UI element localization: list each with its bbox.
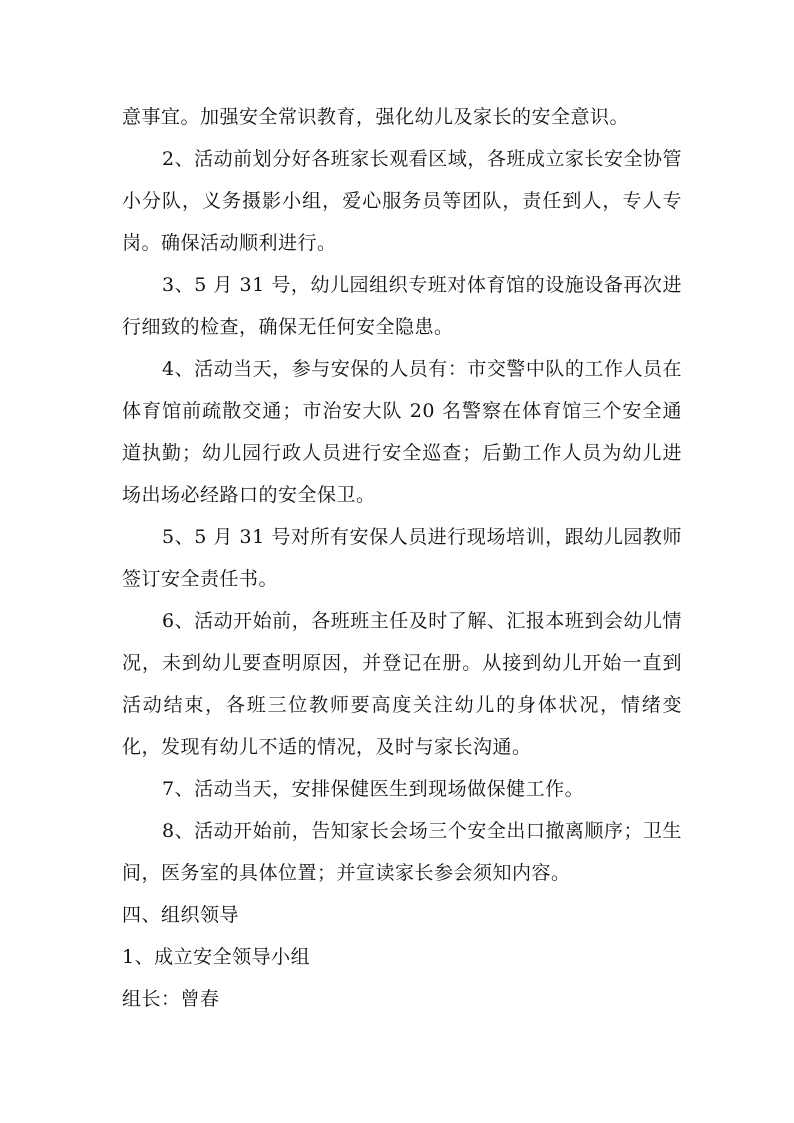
- document-body: [122, 96, 682, 1020]
- paragraph-item-6: 6、活动开始前，各班班主任及时了解、汇报本班到会幼儿情况，未到幼儿要查明原因，并登记在册。从接到幼儿开始一直到活动结束，各班三位教师要高度关注幼儿的身体状况，情绪变化，发现有幼儿不适的情况，及时与家长沟通。: [122, 610, 682, 758]
- subsection-heading: 1、成立安全领导小组: [122, 946, 311, 968]
- team-leader-line: 组长：曾春: [122, 988, 220, 1010]
- paragraph-item-5: 5、5 月 31 号对所有安保人员进行现场培训，跟幼儿园教师签订安全责任书。: [122, 526, 682, 590]
- paragraph-item-7: 7、活动当天，安排保健医生到现场做保健工作。: [162, 778, 585, 800]
- paragraph-item-3: 3、5 月 31 号，幼儿园组织专班对体育馆的设施设备再次进行细致的检查，确保无任何安全隐患。: [122, 274, 682, 338]
- paragraph-continuation: 意事宜。加强安全常识教育，强化幼儿及家长的安全意识。: [122, 106, 630, 128]
- paragraph-item-8: 8、活动开始前，告知家长会场三个安全出口撤离顺序；卫生间，医务室的具体位置；并宣读家长参会须知内容。: [122, 820, 682, 884]
- paragraph-item-4: 4、活动当天，参与安保的人员有：市交警中队的工作人员在体育馆前疏散交通；市治安大队 20 名警察在体育馆三个安全通道执勤；幼儿园行政人员进行安全巡查；后勤工作人员为幼儿进场出场必经路口的安全保卫。: [122, 358, 682, 506]
- paragraph-item-2: 2、活动前划分好各班家长观看区域，各班成立家长安全协管小分队，义务摄影小组，爱心服务员等团队，责任到人，专人专岗。确保活动顺利进行。: [122, 148, 682, 254]
- section-heading: 四、组织领导: [122, 904, 240, 926]
